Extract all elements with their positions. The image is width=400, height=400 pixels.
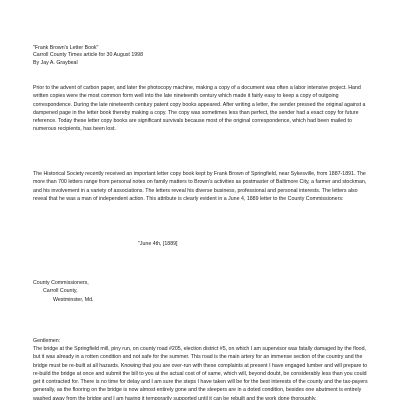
article-byline: By Jay A. Graybeal (33, 59, 78, 66)
address-line-3: Westminster, Md. (53, 296, 94, 303)
intro-paragraph: Prior to the advent of carbon paper, and later the photocopy machine, making a copy of a document was often a labor intensive project. Hand written copies were the most common form well into the late nineteenth century which made it fairly easy to keep a copy of outgoing correspondence. During the late nineteenth century patent copy books appeared. After writing a letter, the sender pressed the original against a dampened page in the letter book thereby making a copy. The copy was sometimes less than perfect, the sender had a exact copy for future reference. Today these letter copy books are significant survivals because most of the original correspondence, which had been mailed to numerous recipients, has been lost. (33, 85, 366, 133)
society-paragraph: The Historical Society recently received an important letter copy book kept by Frank Brown of Springfield, near Sykesville, from 1887-1891. The more than 700 letters range from personal notes on family matters to Brown's activities as postmaster of Baltimore City, a farmer and stockman, and his involvement in a variety of associations. The letters reveal his diverse business, professional and personal interests. The letters also reveal that he was a man of independent action. This attribute is clearly evident in a June 4, 1889 letter to the County Commissioners: (33, 171, 367, 202)
letter-address (33, 279, 369, 304)
letter-greeting: Gentlemen: (33, 338, 61, 344)
letter-body: The bridge at the Springfield mill, piny run, on county road #205, election district #5, on which I am supervisor was fatally damaged by the flood, but it was already in a rotten condition and not safe for the summer. This road is the main artery for an immense section of the country and the bridge must be re-built at all hazards. Knowing that you are over-run with these complaints at present I have engaged lumber and will prepare to re-build the bridge at once and submit the bill to you at the actual cost of of same, which will, beyond doubt, be considerably less than you could get it contracted for. There is no time for delay and I am sure the steps I have taken will be for the best interests of the county and the tax-payers generally, as the flooring on the bridge is now almost entirely gone and the sleepers are in a doted condition, besides one abutment is entirely washed away from the bridge and I am having it temporarily supported until it can be rebuilt and the work done thoroughly. (33, 346, 368, 400)
article-heading (33, 45, 369, 67)
letter-date: "June 4th, [1889] (138, 241, 178, 247)
article-title: "Frank Brown's Letter Book" (33, 45, 99, 51)
address-line-1: County Commissioners, (33, 280, 89, 286)
address-line-2: Carroll County, (43, 288, 78, 295)
article-source: Carroll County Times article for 30 August 1998 (33, 52, 144, 59)
